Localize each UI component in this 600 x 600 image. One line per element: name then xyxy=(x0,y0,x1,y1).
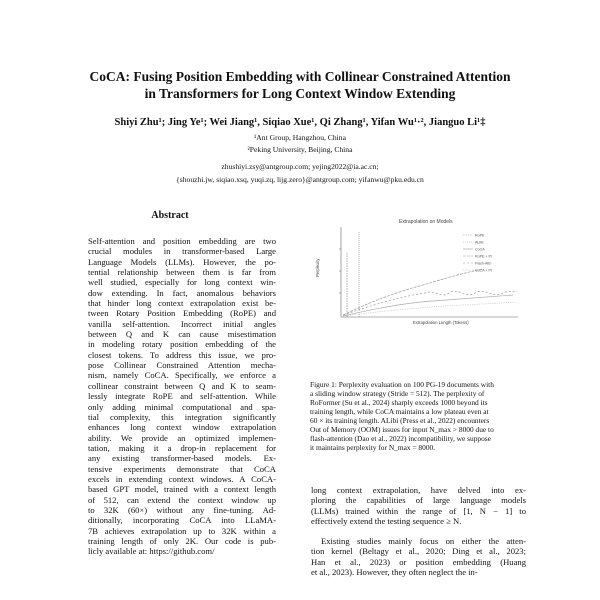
legend-coca-pi: CoCA + PI xyxy=(475,268,492,273)
chart-curves xyxy=(343,231,517,317)
right-column-paragraph-1 xyxy=(311,485,526,526)
abstract-line: Self-attention and position embedding are two xyxy=(88,236,276,246)
abstract-line: excels in extending context windows. A CoCA- xyxy=(88,473,276,484)
abstract-line: to 32K (60×) without any fine-tuning. Ad- xyxy=(88,504,276,515)
right-para-2-line: tion kernel (Beltagy et al., 2020; Ding et al., 2023; xyxy=(311,546,526,557)
abstract-line: ability. We provide an optimized implemen- xyxy=(88,432,276,443)
abstract-line: based GPT model, trained with a context length xyxy=(88,484,276,495)
legend-rope: RoPE xyxy=(475,233,485,238)
abstract-line: that hinder long context extrapolation exist be- xyxy=(88,298,276,309)
figure-1 xyxy=(313,213,528,373)
abstract-line: of 512, can extend the context window up xyxy=(88,494,276,505)
legend-coca: CoCA xyxy=(475,247,485,252)
caption-line: Figure 1: Perplexity evaluation on 100 PG-19 documents with xyxy=(310,380,494,389)
abstract-line: collinear constraint between Q and K to seam- xyxy=(88,380,276,391)
abstract-line: Language Models (LLMs). However, the po- xyxy=(88,256,276,267)
caption-line: it maintains perplexity for N_max = 8000. xyxy=(310,443,436,452)
abstract-line: tensive experiments demonstrate that CoCA xyxy=(88,463,276,474)
affiliation-1: ¹Ant Group, Hangzhou, China xyxy=(254,133,346,142)
abstract-line: lessly integrate RoPE and self-attention. While xyxy=(88,391,276,402)
caption-line: 60 × its training length. ALibi (Press et al., 2022) encounters xyxy=(310,416,490,425)
right-para-2-line: Existing studies mainly focus on either the atten- xyxy=(321,536,526,546)
abstract-line: any existing transformer-based models. Ex- xyxy=(88,453,276,464)
right-para-2-line: Han et al., 2023) or position embedding (Huang xyxy=(311,556,526,567)
chart-legend xyxy=(463,234,492,273)
right-para-2-line: et al., 2023). However, they often neglect the in- xyxy=(311,567,478,578)
abstract-line: training length of only 2K. Our code is pub- xyxy=(88,535,276,546)
abstract-line: pose Collinear Constrained Attention mecha- xyxy=(88,360,276,371)
title-line-1: CoCA: Fusing Position Embedding with Collinear Constrained Attention xyxy=(89,69,511,84)
caption-line: training length, while CoCA maintains a low plateau even at xyxy=(310,407,489,416)
right-para-1-line: (LLMs) trained within the range of [1, N − 1] to xyxy=(311,505,526,516)
right-para-1-line: ploring the capabilities of large language models xyxy=(311,495,526,506)
abstract-line: dow extending. In fact, anomalous behaviors xyxy=(88,287,276,298)
abstract-line: tential relationship between them is far from xyxy=(88,267,276,278)
abstract-line: crucial modules in transformer-based Large xyxy=(88,246,276,257)
right-para-1-line: long context extrapolation, have delved into ex- xyxy=(311,485,526,495)
title-line-2: in Transformers for Long Context Window Extending xyxy=(144,86,456,101)
caption-line: Out of Memory (OOM) issues for input N_max > 8000 due to xyxy=(310,425,494,434)
chart-title: Extrapolation on Models xyxy=(399,219,453,225)
abstract-line: vanilla self-attention. Incorrect initial angles xyxy=(88,318,276,329)
curve-rope-pi xyxy=(343,269,483,315)
abstract-body xyxy=(88,236,276,557)
abstract-line: nism, namely CoCA. Specifically, we enforce a xyxy=(88,370,276,381)
perplexity-chart xyxy=(313,213,528,373)
email-line-2: {shouzhi.jw, siqiao.xsq, yuqi.zq, lijg.zero}@antgroup.com; yifanwu@pku.edu.cn xyxy=(176,175,424,184)
right-column-paragraph-2 xyxy=(311,536,526,577)
abstract-line: licly available at: https://github.com/ xyxy=(88,546,215,557)
abstract-line: enhances long context window extrapolation xyxy=(88,422,276,433)
abstract-line: tation, making it a drop-in replacement for xyxy=(88,442,276,453)
author-list: Shiyi Zhu¹; Jing Ye¹; Wei Jiang¹, Siqiao Xue¹, Qi Zhang¹, Yifan Wu¹·², Jianguo Li¹‡ xyxy=(114,117,486,128)
right-para-1-line: effectively extend the testing sequence ≥ N. xyxy=(311,516,462,527)
abstract-line: well studied, especially for long context win- xyxy=(88,277,276,288)
abstract-line: closest tokens. To address this issue, we pro- xyxy=(88,349,276,360)
legend-rope-pi: RoPE + PI xyxy=(475,254,492,259)
legend-alibi: ALiBi xyxy=(475,240,484,245)
abstract-line: tween Rotary Position Embedding (RoPE) and xyxy=(88,308,276,319)
chart-ylabel: Perplexity xyxy=(315,258,320,277)
abstract-line: 7B achieves extrapolation up to 32K within a xyxy=(88,525,276,536)
paper-title xyxy=(0,68,600,102)
abstract-line: between Q and K can cause misestimation xyxy=(88,329,276,340)
abstract-line: in modeling rotary position embedding of the xyxy=(88,339,276,350)
caption-line: flash-attention (Dao et al., 2022) incompatibility, we suppose xyxy=(310,434,491,443)
abstract-heading: Abstract xyxy=(151,210,189,221)
caption-line: a sliding window strategy (Stride = 512). The perplexity of xyxy=(310,389,485,398)
caption-line: RoFormer (Su et al., 2024) sharply exceeds 1000 beyond its xyxy=(310,398,488,407)
email-line-1: zhushiyi.zsy@antgroup.com; yejing2022@ia.ac.cn; xyxy=(221,162,379,171)
abstract-line: ditionally, incorporating CoCA into LLaMA- xyxy=(88,515,276,526)
chart-xlabel: Extrapolation Length (Tokens) xyxy=(413,320,469,325)
figure-caption xyxy=(310,380,530,452)
legend-flash-attn: Flash-Attn xyxy=(475,261,492,266)
abstract-line: tial complexity, this integration significantly xyxy=(88,411,276,422)
affiliation-2: ²Peking University, Beijing, China xyxy=(247,145,353,154)
curve-coca-pi xyxy=(343,302,517,316)
abstract-line: only adding minimal computational and spa- xyxy=(88,401,276,412)
